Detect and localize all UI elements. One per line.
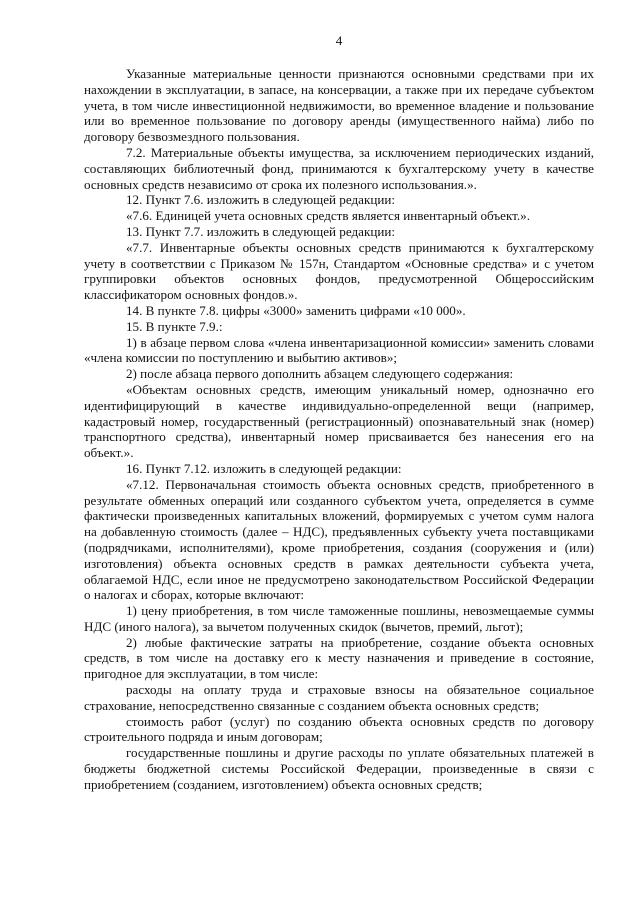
paragraph-15: 2) любые фактические затраты на приобретение, создание объекта основных средств, в том числе на доставку его к месту назначения и приведение в состояние, пригодное для эксплуатации, в том числе: [84,634,594,682]
paragraph-2: 7.2. Материальные объекты имущества, за исключением периодических изданий, составляющих библиотечный фонд, принимаются к бухгалтерскому учету в качестве основных средств независимо от срока их полезного использования.». [84,144,594,192]
paragraph-17: стоимость работ (услуг) по созданию объекта основных средств по договору строительного подряда и иным договорам; [84,713,594,745]
paragraph-14: 1) цену приобретения, в том числе таможенные пошлины, невозмещаемые суммы НДС (иного налога), за вычетом полученных скидок (вычетов, премий, льгот); [84,603,594,634]
page-number: 4 [335,33,343,48]
paragraph-12: 16. Пункт 7.12. изложить в следующей редакции: [126,460,402,476]
paragraph-6: «7.7. Инвентарные объекты основных средств принимаются к бухгалтерскому учету в соответствии с Приказом № 157н, Стандартом «Основные средства» и с учетом группировки объектов основных фондов, предусмотренной Общероссийским классификатором основных фондов.». [84,239,594,303]
paragraph-3: 12. Пункт 7.6. изложить в следующей редакции: [126,192,395,208]
paragraph-13: «7.12. Первоначальная стоимость объекта основных средств, приобретенного в результате обменных операций или созданного субъектом учета, определяется в сумме фактически произведенных капитальных вложений, формируемых с учетом сумм налога на добавленную стоимость (далее – НДС), предъявленных субъекту учета поставщиками (подрядчиками, исполнителями), кроме приобретения, создания (сооружения и (или) изготовления) объекта основных средств в рамках деятельности субъекта учета, облагаемой НДС, если иное не предусмотрено законодательством Российской Федерации о налогах и сборах, которые включают: [84,476,594,603]
paragraph-18: государственные пошлины и другие расходы по уплате обязательных платежей в бюджеты бюджетной системы Российской Федерации, произведенные в связи с приобретением (созданием, изготовлением) объекта основных средств; [84,745,594,792]
paragraph-16: расходы на оплату труда и страховые взносы на обязательное социальное страхование, непосредственно связанные с созданием объекта основных средств; [84,682,594,713]
paragraph-7: 14. В пункте 7.8. цифры «3000» заменить цифрами «10 000». [126,302,466,318]
paragraph-4: «7.6. Единицей учета основных средств является инвентарный объект.». [126,208,530,224]
paragraph-11: «Объектам основных средств, имеющим уникальный номер, однозначно его идентифицирующий в качестве индивидуально-определенной вещи (например, кадастровый номер, государственный (регистрационный) опознавательный знак (номер) транспортного средства), инвентарный номер присваивается без нанесения его на объект.». [84,381,594,461]
paragraph-10: 2) после абзаца первого дополнить абзацем следующего содержания: [126,366,514,382]
paragraph-5: 13. Пункт 7.7. изложить в следующей редакции: [126,223,395,239]
paragraph-9: 1) в абзаце первом слова «члена инвентаризационной комиссии» заменить словами «члена комиссии по поступлению и выбытию активов»; [84,334,594,366]
paragraph-8: 15. В пункте 7.9.: [126,318,223,334]
paragraph-1: Указанные материальные ценности признаются основными средствами при их нахождении в эксплуатации, в запасе, на консервации, а также при их передаче субъектом учета, в том числе инвестиционной недвижимости, во временное владение и пользование или во временное пользование по договору аренды (имущественного найма) либо по договору безвозмездного пользования. [84,66,594,145]
